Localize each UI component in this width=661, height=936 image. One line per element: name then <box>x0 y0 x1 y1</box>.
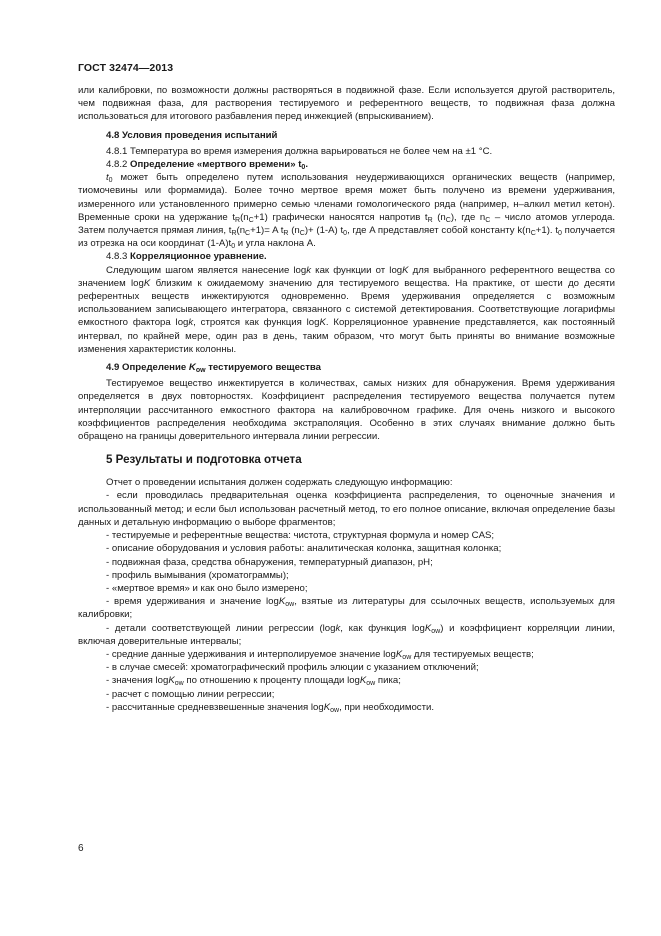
list-item: - описание оборудования и условия работы: аналитическая колонка, защитная колонка; <box>106 543 502 555</box>
list-item: - расчет с помощью линии регрессии; <box>106 688 275 700</box>
subscript: ow <box>366 680 376 688</box>
symbol-k: k <box>188 317 194 329</box>
text-run: 4.9 Определение <box>106 362 189 374</box>
subscript: 0 <box>301 164 306 172</box>
symbol-k: k <box>335 622 341 634</box>
symbol-K: K <box>278 596 286 608</box>
subscript: C <box>530 230 536 238</box>
text-run: пика; <box>375 675 401 687</box>
text-run: тестируемого вещества <box>205 362 321 374</box>
subscript: R <box>427 216 433 224</box>
paragraph-4-8-3-body <box>78 264 615 356</box>
clause-number: 4.8.2 <box>106 159 131 171</box>
list-item <box>78 595 615 621</box>
subscript: R <box>235 216 241 224</box>
list-item <box>78 674 615 687</box>
text-run: по отношению к проценту площади log <box>183 675 360 687</box>
clause-title: Корреляционное уравнение. <box>130 251 267 263</box>
subscript: 0 <box>343 230 348 238</box>
text-run: – число атомов углерода. Затем получается прямая линия, t <box>78 211 616 237</box>
subscript: C <box>245 230 251 238</box>
page-number: 6 <box>78 843 84 854</box>
list-item: - тестируемые и референтные вещества: чистота, структурная формула и номер CAS; <box>106 530 495 542</box>
section-heading-5: 5 Результаты и подготовка отчета <box>106 453 302 467</box>
subscript: C <box>299 230 305 238</box>
document-body <box>78 84 615 714</box>
subscript: ow <box>195 367 206 375</box>
text-run: )+ (1-A) t <box>304 225 344 237</box>
text-run: , взятые из литературы для ссылочных веществ, используемых для калибровки; <box>78 596 615 621</box>
text-run: (n <box>236 225 246 237</box>
subscript: C <box>445 216 451 224</box>
text-run: +1)= A t <box>250 225 284 237</box>
subscript: R <box>231 230 237 238</box>
text-run: , строятся как функция log <box>193 317 320 329</box>
symbol-K: K <box>424 622 432 634</box>
subscript: ow <box>402 653 412 661</box>
text-run: . Корреляционное уравнение представляется, как постоянный интервал, по крайней мере, один раз в день, таким образом, что могут быть приняты во внимание возможные изменения характеристик колонны. <box>78 317 615 355</box>
symbol-K: K <box>402 264 409 276</box>
text-run: - время удерживания и значение log <box>106 596 279 608</box>
text-run: - детали соответствующей линии регрессии (log <box>106 622 336 634</box>
text-run: получается из отрезка на оси координат (1-A)t <box>78 225 616 250</box>
text-run: может быть определено путем использования неудерживающихся органических веществ (например, тиомочевины или формамида). Более точно мертвое время может быть получено из времени удерживания, измеренного или установленного примерно семью членами гомологического ряда (например, н–алкил метил кетон). Временные сроки на удержание t <box>78 172 615 223</box>
text-run: ), где n <box>450 211 486 223</box>
document-header: ГОСТ 32474—2013 <box>78 62 174 74</box>
text-run: - средние данные удерживания и интерполируемое значение log <box>106 648 396 660</box>
text-run: и угла наклона A. <box>235 238 316 250</box>
text-run: как функции от log <box>311 264 403 276</box>
text-run: (n <box>240 211 249 223</box>
symbol-K: K <box>323 701 331 713</box>
text-run: - рассчитанные средневзвешенные значения log <box>106 701 324 713</box>
paragraph-4-8-1: 4.8.1 Температура во время измерения должна варьироваться не более чем на ±1 °С. <box>106 145 493 157</box>
list-item: - подвижная фаза, средства обнаружения, температурный диапазон, pH; <box>106 556 433 568</box>
symbol-K: K <box>143 277 151 289</box>
subscript: 0 <box>108 177 113 185</box>
paragraph-continuation: или калибровки, по возможности должны растворяться в подвижной фазе. Если используется другой растворитель, чем подвижная фаза, для растворения тестируемого и референтного веществ, то подвижная фаза должна использоваться для итогового разбавления перед инжекцией (впрыскиванием). <box>78 85 615 123</box>
clause-number: 4.8.3 <box>106 251 131 263</box>
list-item: - «мертвое время» и как оно было измерено; <box>106 582 308 594</box>
subscript: ow <box>174 680 184 688</box>
clause-title: Определение «мертвого времени» $t_0$. <box>130 159 308 172</box>
paragraph-4-8-2-heading <box>78 158 615 171</box>
paragraph-4-8-3-heading <box>78 250 615 263</box>
text-run: близким к ожидаемому значению для тестируемого вещества. На практике, от шести до десяти референтных веществ инжектируются одновременно. Время удерживания определяется с возможным использованием записывающего интегратора, связанного с системой детектирования. Соответствующие логарифмы емкостного фактора log <box>78 277 615 329</box>
section-heading-4-8: 4.8 Условия проведения испытаний <box>106 129 278 141</box>
paragraph-4-9: Тестируемое вещество инжектируется в количествах, самых низких для обнаружения. Время удерживания определяется в двух повторностях. Коэффициент распределения тестируемого вещества получается путем интерполяции рассчитанного емкостного фактора на калибровочном графике. Для очень низкого и высокого коэффициентов распределения необходима экстраполяция. Особенно в этих случаях внимание должно быть обращено на границы доверительного интервала линии регрессии. <box>78 378 615 443</box>
text-run: для выбранного референтного вещества со значением log <box>78 264 616 289</box>
text-run: (n <box>432 211 446 223</box>
symbol-k: k <box>306 264 312 276</box>
section-heading-4-9 <box>78 361 615 374</box>
clause-title-text: Определение «мертвого времени» t <box>130 159 302 171</box>
list-item <box>78 701 615 714</box>
symbol-K: K <box>168 675 175 687</box>
subscript: ow <box>431 627 441 635</box>
text-run: ) и коэффициент корреляции линии, включая доверительные интервалы; <box>78 622 615 647</box>
paragraph-4-8-2-body <box>78 171 615 250</box>
list-item <box>78 648 615 661</box>
text-run: , как функция log <box>340 622 425 634</box>
text-run: , где A представляет собой константу k(n <box>347 225 531 237</box>
text-run: +1) графически наносятся напротив t <box>253 211 428 223</box>
subscript: C <box>485 216 491 224</box>
paragraph-5-intro: Отчет о проведении испытания должен содержать следующую информацию: <box>106 477 453 489</box>
text-run: для тестируемых веществ; <box>411 648 534 660</box>
subscript: C <box>248 216 254 224</box>
list-item: - если проводилась предварительная оценка коэффициента распределения, то оценочные значения и использованный метод; и если был использован расчетный метод, то его полное описание, включая определение базы данных и детальную информацию о выборе фрагментов; <box>78 490 615 528</box>
subscript: R <box>283 230 289 238</box>
subscript: ow <box>285 601 295 609</box>
symbol-t: t <box>106 172 109 184</box>
text-run: , при необходимости. <box>339 701 435 713</box>
list-item: - в случае смесей: хроматографический профиль элюции с указанием отключений; <box>106 662 479 674</box>
subscript: 0 <box>231 243 236 251</box>
symbol-K: K <box>359 675 367 687</box>
text-run: (n <box>288 225 300 237</box>
text-run: - значения log <box>106 675 169 687</box>
symbol-K: K <box>395 648 403 660</box>
text-run: Следующим шагом является нанесение log <box>106 264 307 276</box>
list-item <box>78 622 615 648</box>
subscript: ow <box>330 706 340 714</box>
text-run: +1). t <box>535 225 558 237</box>
subscript: 0 <box>557 230 562 238</box>
symbol-K: K <box>319 317 326 329</box>
list-item: - профиль вымывания (хроматограммы); <box>106 569 289 581</box>
symbol-K: K <box>188 362 196 374</box>
